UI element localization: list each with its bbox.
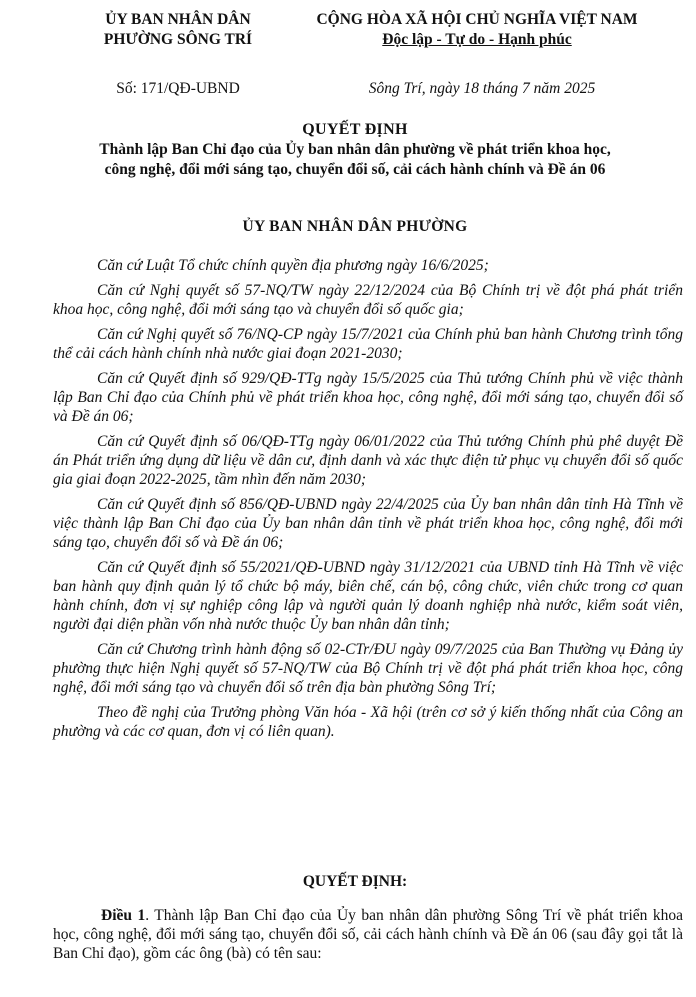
article-1 xyxy=(53,906,683,963)
legal-basis-item: Căn cứ Quyết định số 55/2021/QĐ-UBND ngày 31/12/2021 của UBND tỉnh Hà Tĩnh về việc ban hành quy định quản lý tổ chức bộ máy, biên chế, cán bộ, công chức, viên chức trong cơ quan hành chính, đơn vị sự nghiệp công lập và người quản lý doanh nghiệp nhà nước, kiểm soát viên, người đại diện phần vốn nhà nước thuộc Ủy ban nhân dân tỉnh; xyxy=(53,559,683,633)
legal-basis-item: Căn cứ Quyết định số 929/QĐ-TTg ngày 15/5/2025 của Thủ tướng Chính phủ về việc thành lập Ban Chỉ đạo của Chính phủ về phát triển khoa học, công nghệ, đổi mới sáng tạo, chuyển đổi số và Đề án 06; xyxy=(53,370,683,425)
legal-bases xyxy=(53,256,683,747)
legal-basis-item: Căn cứ Quyết định số 06/QĐ-TTg ngày 06/01/2022 của Thủ tướng Chính phủ phê duyệt Đề án Phát triển ứng dụng dữ liệu về dân cư, định danh và xác thực điện tử phục vụ chuyển đổi số quốc gia giai đoạn 2022-2025, tầm nhìn đến năm 2030; xyxy=(53,433,683,488)
document-number: Số: 171/QĐ-UBND xyxy=(116,80,240,97)
motto-wrapper xyxy=(262,30,692,50)
document-type: QUYẾT ĐỊNH xyxy=(302,121,408,138)
document-title xyxy=(30,120,680,180)
issuing-authority: ỦY BAN NHÂN DÂN PHƯỜNG xyxy=(242,218,468,235)
document-header xyxy=(0,10,696,100)
subject-line-1: Thành lập Ban Chỉ đạo của Ủy ban nhân dân phường về phát triển khoa học, xyxy=(99,141,611,158)
article-1-label: Điều 1 xyxy=(101,907,146,924)
legal-basis-item: Căn cứ Luật Tổ chức chính quyền địa phương ngày 16/6/2025; xyxy=(97,257,489,274)
national-title: CỘNG HÒA XÃ HỘI CHỦ NGHĨA VIỆT NAM xyxy=(316,11,638,28)
article-1-text: . Thành lập Ban Chỉ đạo của Ủy ban nhân dân phường Sông Trí về phát triển khoa học, công nghệ, đổi mới sáng tạo, chuyển đổi số, cải cách hành chính và Đề án 06 (sau đây gọi tắt là Ban Chỉ đạo), gồm các ông (bà) có tên sau: xyxy=(53,907,683,962)
agency-line-2: PHƯỜNG SÔNG TRÍ xyxy=(103,31,253,48)
subject-line-2: công nghệ, đổi mới sáng tạo, chuyển đổi số, cải cách hành chính và Đề án 06 xyxy=(104,161,606,178)
legal-basis-item: Căn cứ Nghị quyết số 57-NQ/TW ngày 22/12/2024 của Bộ Chính trị về đột phá phát triển khoa học, công nghệ, đổi mới sáng tạo và chuyển đổi số quốc gia; xyxy=(53,282,683,318)
national-motto: Độc lập - Tự do - Hạnh phúc xyxy=(382,31,572,48)
place-and-date: Sông Trí, ngày 18 tháng 7 năm 2025 xyxy=(368,80,596,97)
legal-basis-item: Căn cứ Chương trình hành động số 02-CTr/ĐU ngày 09/7/2025 của Ban Thường vụ Đảng ủy phường thực hiện Nghị quyết số 57-NQ/TW của Bộ Chính trị về đột phá phát triển khoa học, công nghệ, đổi mới sáng tạo và chuyển đổi số trên địa bàn phường Sông Trí; xyxy=(53,641,683,696)
national-heading xyxy=(262,10,692,50)
legal-basis-item: Căn cứ Nghị quyết số 76/NQ-CP ngày 15/7/2021 của Chính phủ ban hành Chương trình tổng thể cải cách hành chính nhà nước giai đoạn 2021-2030; xyxy=(53,326,683,362)
agency-line-1: ỦY BAN NHÂN DÂN xyxy=(105,11,251,28)
legal-basis-item: Theo đề nghị của Trưởng phòng Văn hóa - Xã hội (trên cơ sở ý kiến thống nhất của Công an phường và các cơ quan, đơn vị có liên quan). xyxy=(53,704,683,740)
decision-heading: QUYẾT ĐỊNH: xyxy=(302,873,408,890)
legal-basis-item: Căn cứ Quyết định số 856/QĐ-UBND ngày 22/4/2025 của Ủy ban nhân dân tỉnh Hà Tĩnh về việc thành lập Ban Chỉ đạo của Ủy ban nhân dân tỉnh về phát triển khoa học, công nghệ, đổi mới sáng tạo, chuyển đổi số và Đề án 06; xyxy=(53,496,683,551)
